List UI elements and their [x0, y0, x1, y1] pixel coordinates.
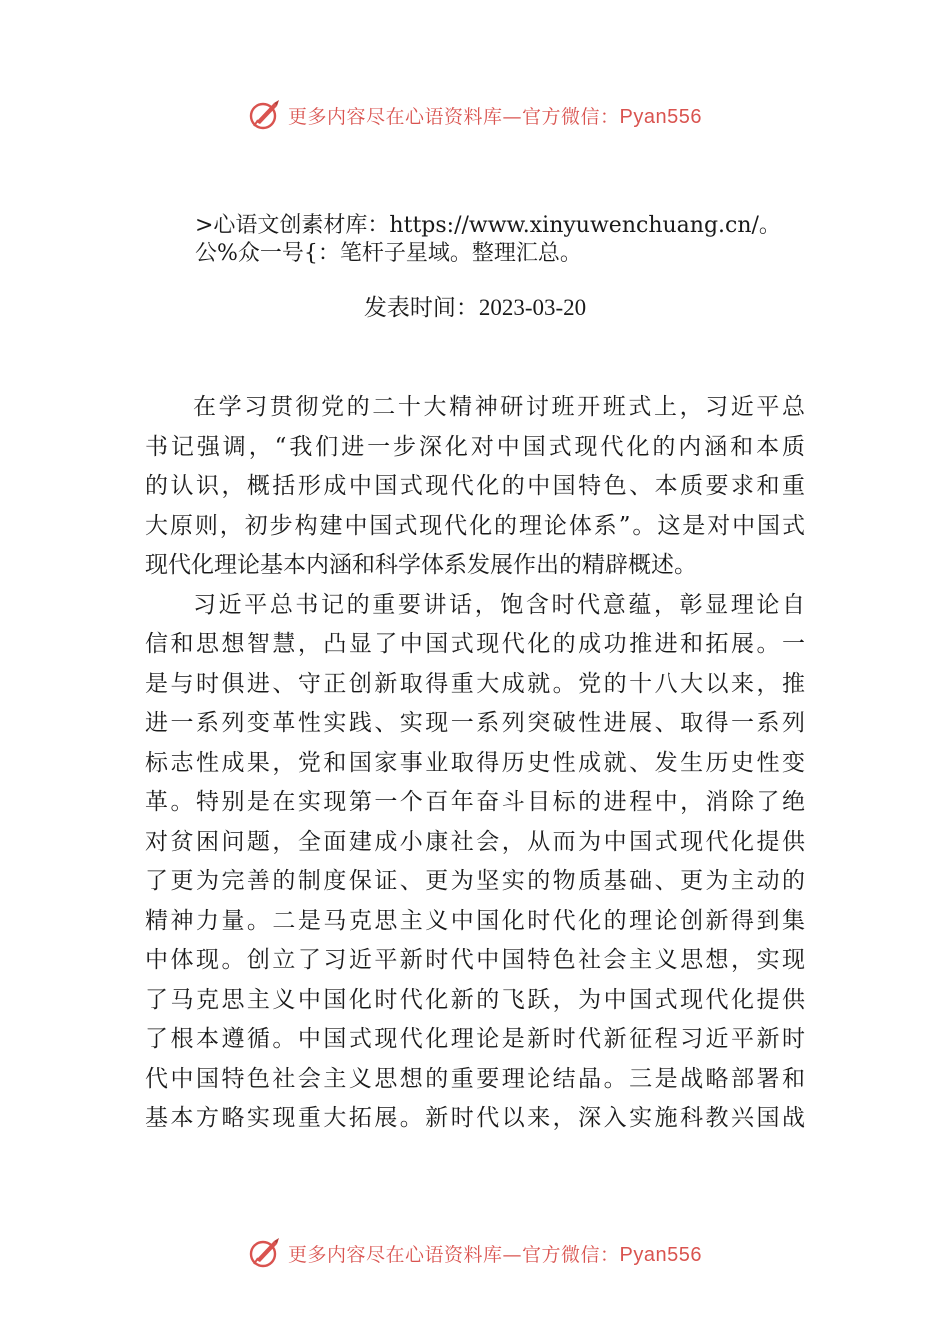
article-line: 信和思想智慧，凸显了中国式现代化的成功推进和拓展。一: [145, 631, 805, 657]
publish-date: [0, 293, 950, 323]
article-line: 大原则，初步构建中国式现代化的理论体系”。这是对中国式: [145, 512, 805, 539]
article-line: 在学习贯彻党的二十大精神研讨班开班式上，习近平总: [193, 394, 805, 420]
banner-text: 更多内容尽在心语资料库—官方微信：Pyan556: [288, 1243, 702, 1266]
article-line: 是与时俱进、守正创新取得重大成就。党的十八大以来，推: [145, 670, 805, 697]
source-line-1: >心语文创素材库：https://www.xinyuwenchuang.cn/。: [195, 213, 781, 238]
article-line: 中体现。创立了习近平新时代中国特色社会主义思想，实现: [145, 947, 805, 973]
article-line: 了马克思主义中国化时代化新的飞跃，为中国式现代化提供: [145, 986, 805, 1013]
quill-logo-icon: [248, 1236, 282, 1270]
article-line: 了根本遵循。中国式现代化理论是新时代新征程习近平新时: [145, 1026, 805, 1052]
article-line: 基本方略实现重大拓展。新时代以来，深入实施科教兴国战: [145, 1105, 805, 1131]
source-line-2: 公%众一号{：笔杆子星域。整理汇总。: [195, 241, 582, 266]
footer-banner: [0, 1233, 950, 1273]
article-line: 现代化理论基本内涵和科学体系发展作出的精辟概述。: [145, 552, 697, 578]
article-line: 代中国特色社会主义思想的重要理论结晶。三是战略部署和: [145, 1065, 805, 1092]
header-banner: [0, 95, 950, 135]
article-body: [145, 388, 805, 1139]
article-line: 了更为完善的制度保证、更为坚实的物质基础、更为主动的: [145, 868, 805, 894]
article-line: 标志性成果，党和国家事业取得历史性成就、发生历史性变: [145, 749, 805, 776]
publish-label: 发表时间：: [363, 295, 479, 321]
publish-date-value: 2023-03-20: [478, 295, 587, 320]
article-line: 习近平总书记的重要讲话，饱含时代意蕴，彰显理论自: [193, 591, 805, 618]
article-line: 的认识，概括形成中国式现代化的中国特色、本质要求和重: [145, 473, 805, 499]
article-line: 革。特别是在实现第一个百年奋斗目标的进程中，消除了绝: [145, 789, 805, 815]
article-line: 精神力量。二是马克思主义中国化时代化的理论创新得到集: [145, 907, 805, 934]
wechat-id: Pyan556: [619, 105, 702, 128]
article-line: 对贫困问题，全面建成小康社会，从而为中国式现代化提供: [145, 828, 805, 855]
wechat-id: Pyan556: [619, 1243, 702, 1266]
quill-logo-icon: [248, 98, 282, 132]
banner-text: 更多内容尽在心语资料库—官方微信：Pyan556: [288, 105, 702, 128]
article-line: 书记强调，“我们进一步深化对中国式现代化的内涵和本质: [145, 433, 805, 460]
article-line: 进一系列变革性实践、实现一系列突破性进展、取得一系列: [145, 710, 805, 736]
